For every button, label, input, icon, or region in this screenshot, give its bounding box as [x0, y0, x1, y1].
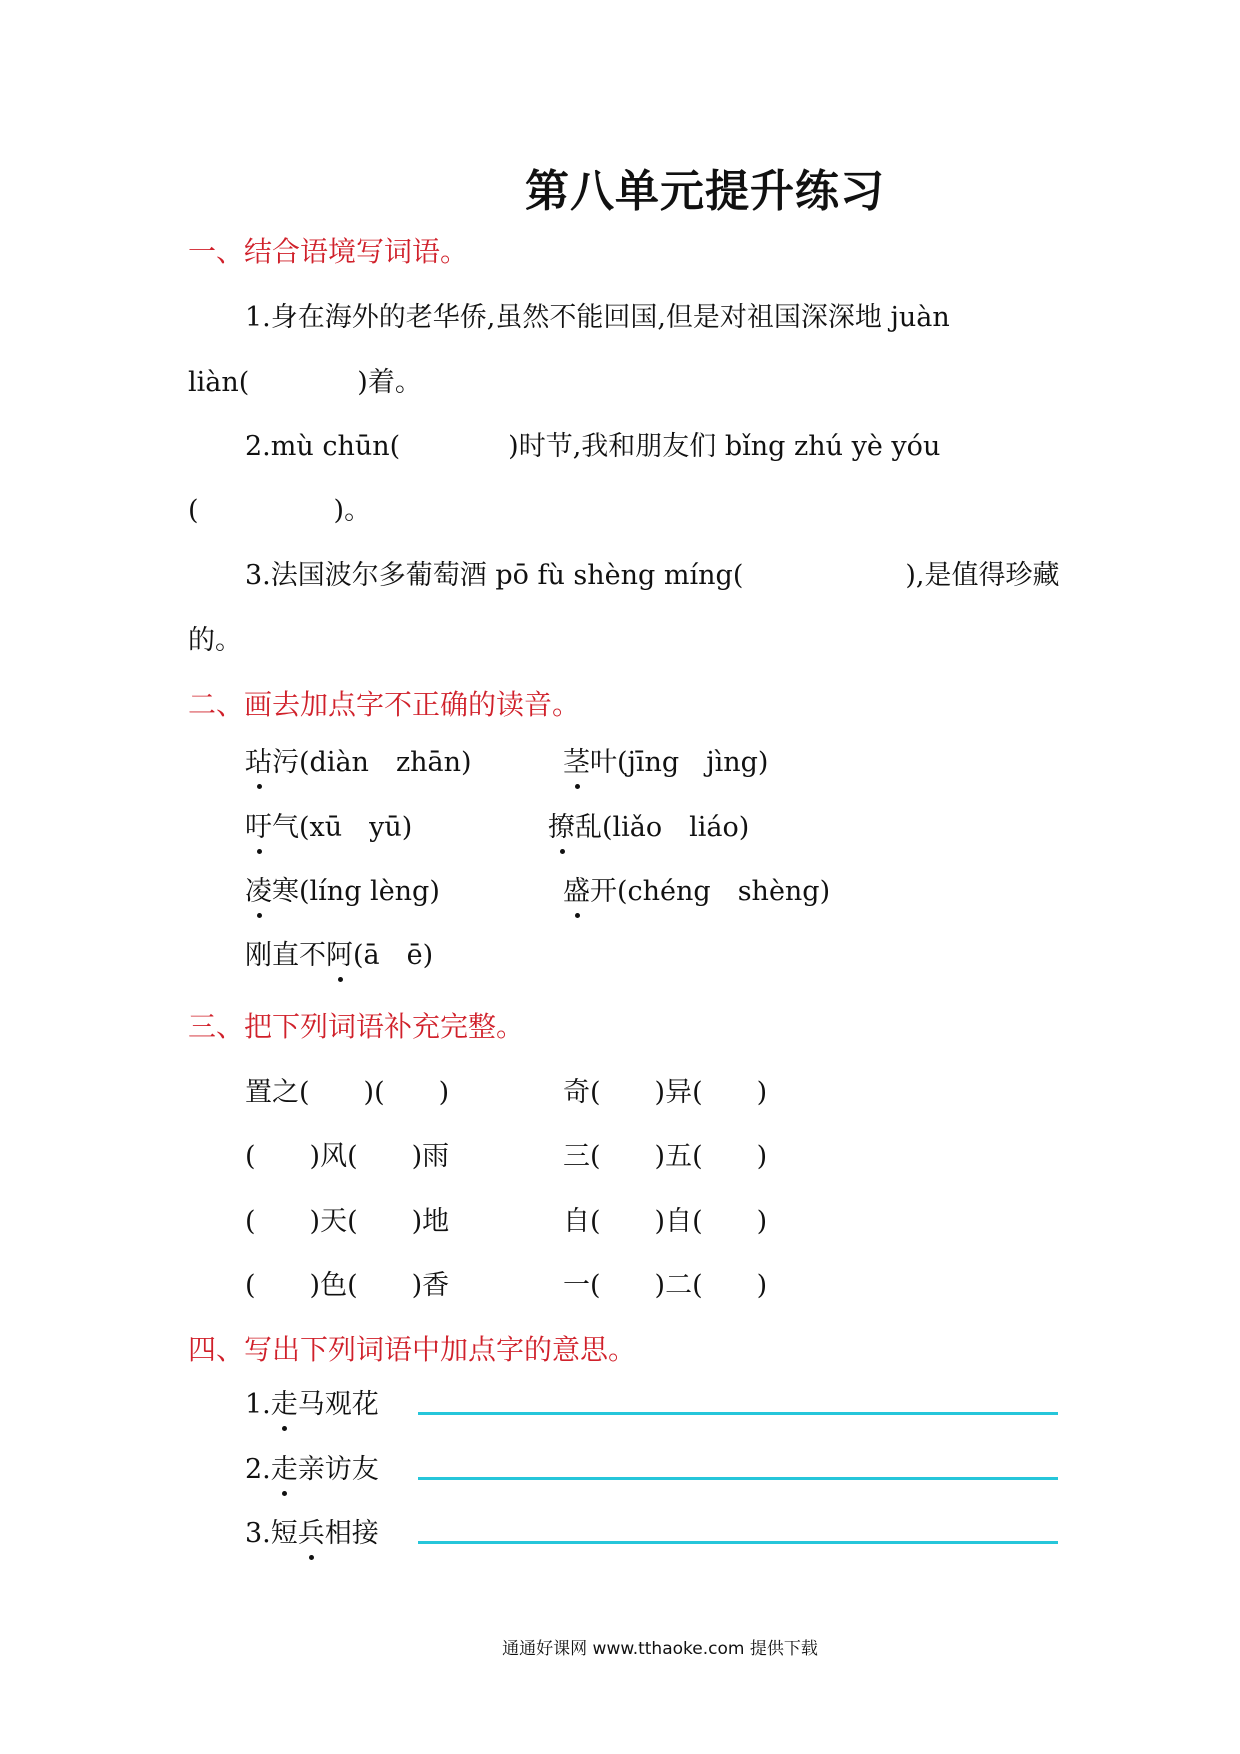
idiom-fill: ( )风( )雨: [245, 1141, 450, 1172]
dotted-char: 茎: [563, 740, 590, 779]
pron-item: 刚直不阿(ā ē): [245, 933, 433, 972]
meaning-item: 1.走马观花: [245, 1382, 379, 1421]
dotted-char: 吁: [245, 805, 272, 844]
meaning-item: 2.走亲访友: [245, 1447, 379, 1486]
idiom-fill: 三( )五( ): [563, 1141, 768, 1172]
idiom-fill: 奇( )异( ): [563, 1077, 768, 1108]
pron-item: 吁气(xū yū): [245, 805, 412, 844]
pron-item: 凌寒(líng lèng): [245, 869, 440, 908]
answer-line[interactable]: [418, 1477, 1058, 1480]
dotted-char: 盛: [563, 869, 590, 908]
dotted-char: 走: [271, 1382, 298, 1421]
q2-line-2: ( )。: [188, 495, 372, 526]
dotted-char: 玷: [245, 740, 272, 779]
section-2-heading: 二、画去加点字不正确的读音。: [188, 688, 581, 721]
dotted-char: 凌: [245, 869, 272, 908]
page-title: 第八单元提升练习: [525, 166, 885, 217]
meaning-item: 3.短兵相接: [245, 1511, 379, 1550]
pron-item: 撩乱(liǎo liáo): [548, 805, 749, 844]
q2-line-1: 2.mù chūn( )时节,我和朋友们 bǐng zhú yè yóu: [245, 431, 941, 462]
section-3-heading: 三、把下列词语补充完整。: [188, 1010, 525, 1043]
q1-line-1: 1.身在海外的老华侨,虽然不能回国,但是对祖国深深地 juàn: [245, 302, 950, 333]
pron-item: 茎叶(jīng jìng): [563, 740, 768, 779]
dotted-char: 兵: [298, 1511, 325, 1550]
idiom-fill: 置之( )( ): [245, 1077, 450, 1108]
pron-item: 玷污(diàn zhān): [245, 740, 472, 779]
answer-line[interactable]: [418, 1541, 1058, 1544]
idiom-fill: 自( )自( ): [563, 1206, 768, 1237]
dotted-char: 阿: [326, 933, 353, 972]
section-1-heading: 一、结合语境写词语。: [188, 235, 469, 268]
pron-item: 盛开(chéng shèng): [563, 869, 830, 908]
q3-line-1: 3.法国波尔多葡萄酒 pō fù shèng míng( ),是值得珍藏: [245, 560, 1060, 591]
answer-line[interactable]: [418, 1412, 1058, 1415]
section-4-heading: 四、写出下列词语中加点字的意思。: [188, 1333, 637, 1366]
idiom-fill: ( )天( )地: [245, 1206, 450, 1237]
q1-line-2: liàn( )着。: [188, 367, 422, 398]
footer: 通通好课网 www.tthaoke.com 提供下载: [502, 1639, 818, 1659]
idiom-fill: 一( )二( ): [563, 1270, 768, 1301]
idiom-fill: ( )色( )香: [245, 1270, 450, 1301]
dotted-char: 撩: [548, 805, 575, 844]
dotted-char: 走: [271, 1447, 298, 1486]
q3-line-2: 的。: [188, 625, 242, 656]
